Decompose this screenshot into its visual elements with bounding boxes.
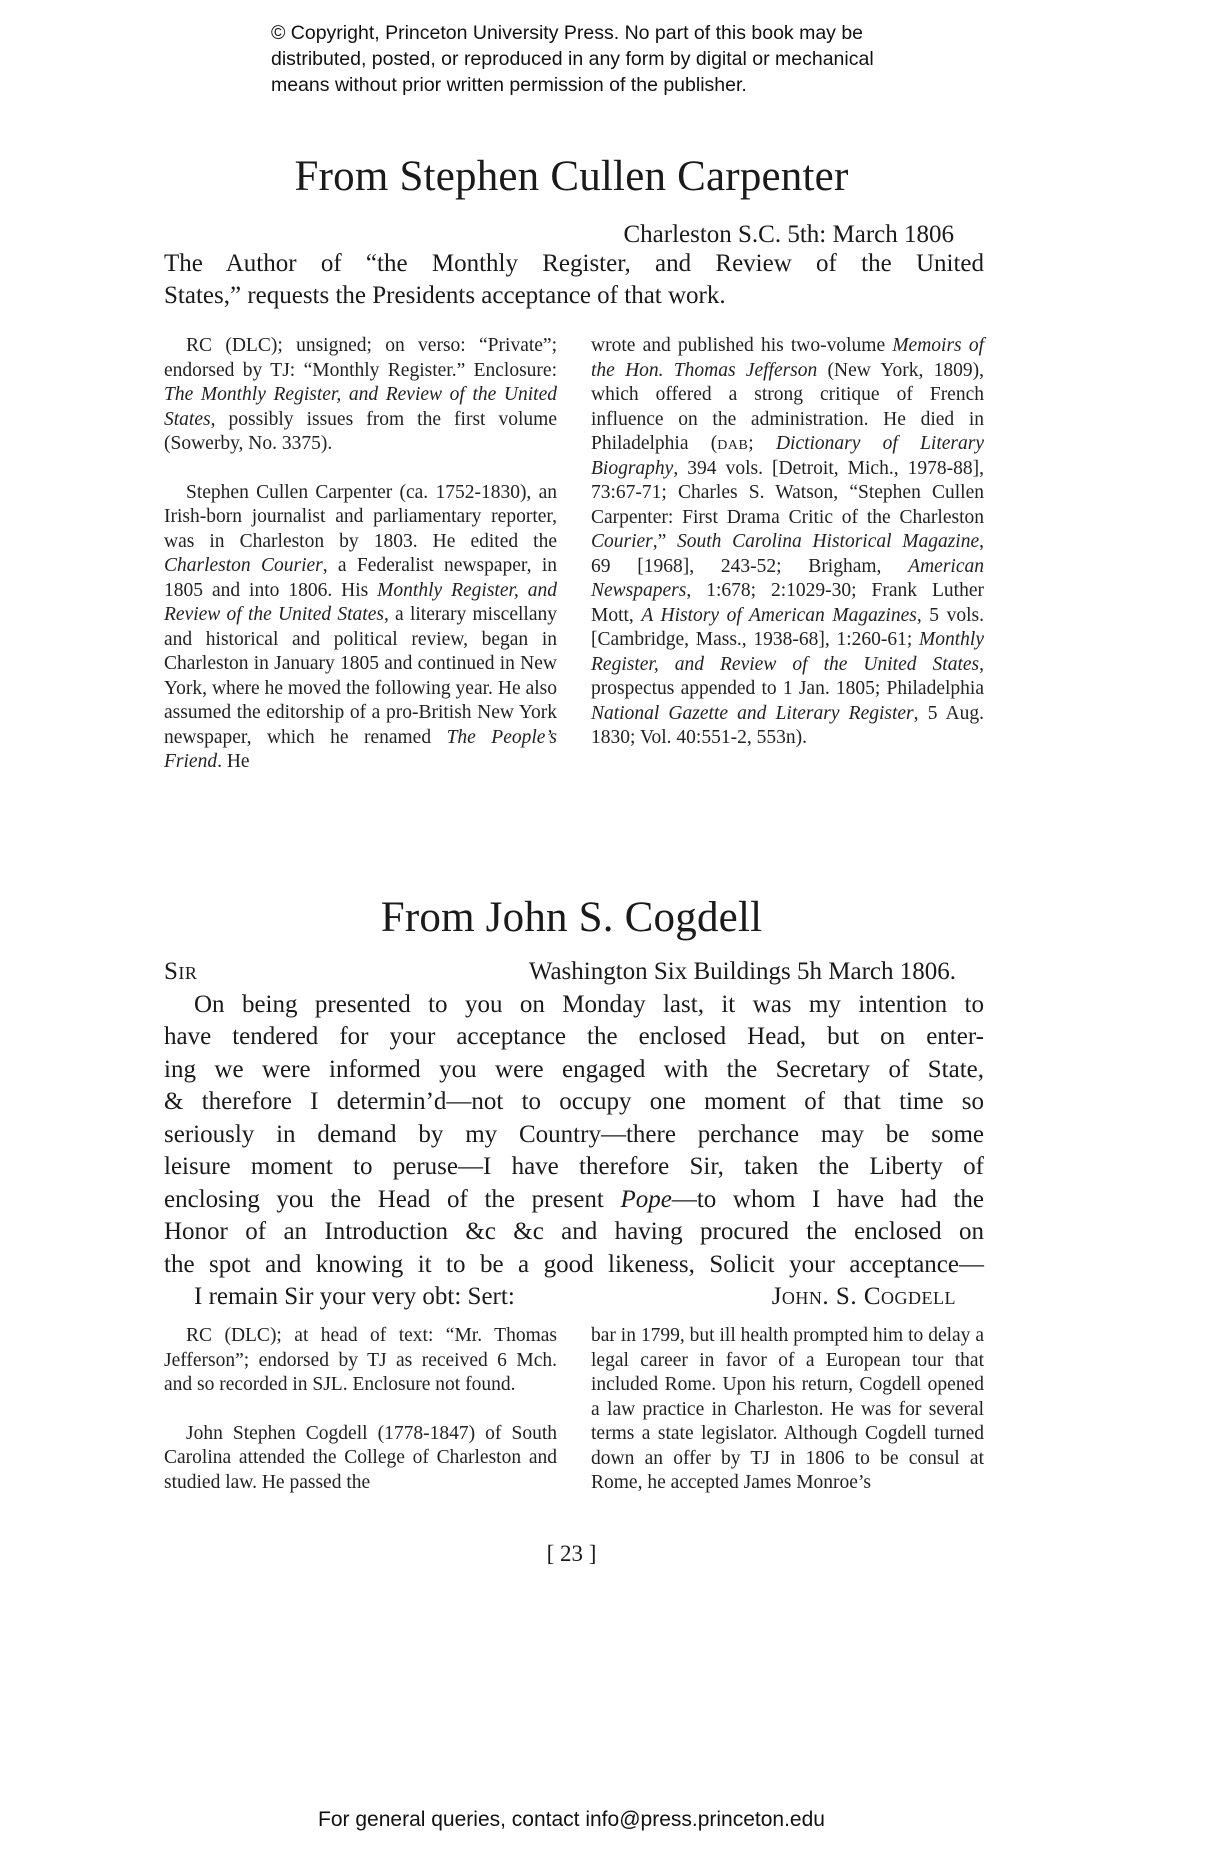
body-line: The Author of “the Monthly Register, and Review of the United: [164, 249, 984, 277]
body-line: enclosing you the Head of the present Pope—to whom I have had the: [164, 1185, 984, 1213]
italic-title: The People’s Friend: [164, 726, 557, 772]
copyright-line: means without prior written permission of the publisher.: [271, 74, 747, 96]
body-line: the spot and knowing it to be a good likeness, Solicit your acceptance—: [164, 1250, 984, 1278]
note-text: Stephen Cullen Carpenter (ca. 1752-1830), an Irish-born journalist and parliamentary reporter, was in Charleston by 1803. He edited the: [164, 481, 557, 552]
dateline: Washington Six Buildings 5h March 1806.: [528, 958, 956, 985]
note-text: bar in 1799, but ill health prompted him to delay a legal career in favor of a European tour that included Rome. Upon his return, Cogdell opened a law practice in Charleston. He was for several terms a state legislator. Although Cogdell turned down an offer by TJ in 1806 to be consul at Rome, he accepted James Monroe’s: [591, 1325, 984, 1493]
italic-title: Monthly Register, and Review of the United States: [164, 579, 557, 625]
letter-heading-carpenter: From Stephen Cullen Carpenter: [294, 153, 849, 200]
note-text: (New York, 1809), which offered a strong critique of French influence on the administration. He died in Philadelphia (: [591, 359, 984, 454]
biographical-note: [164, 1422, 557, 1496]
body-line: ing we were informed you were engaged with the Secretary of State,: [164, 1055, 984, 1083]
body-line: On being presented to you on Monday last, it was my intention to: [194, 990, 984, 1018]
copyright-line: distributed, posted, or reproduced in any form by digital or mechanical: [271, 48, 874, 70]
copyright-line: © Copyright, Princeton University Press. No part of this book may be: [271, 22, 864, 44]
italic-title: National Gazette and Literary Register: [591, 702, 914, 724]
note-text: . He: [217, 751, 250, 772]
note-text: , 394 vols. [Detroit, Mich., 1978-88], 73:67-71; Charles S. Watson, “Stephen Cullen Carpenter: First Drama Critic of the Charleston: [591, 457, 984, 528]
italic-title: Memoirs of the Hon. Thomas Jefferson: [591, 335, 984, 381]
note-text: RC (DLC); unsigned; on verso: “Private”; endorsed by TJ: “Monthly Register.” Enclosure:: [164, 335, 557, 381]
note-text: , 1:678; 2:1029-30; Frank Luther Mott,: [591, 580, 984, 626]
note-text: , prospectus appended to 1 Jan. 1805; Philadelphia: [591, 653, 984, 699]
note-text: ,”: [652, 531, 677, 552]
note-text: ;: [748, 433, 776, 454]
letter-body-carpenter: [164, 219, 984, 313]
page-number: [ 23 ]: [546, 1541, 597, 1566]
notes-left-column: [164, 1324, 557, 1495]
body-line: leisure moment to peruse—I have therefore Sir, taken the Liberty of: [164, 1153, 984, 1180]
italic-title: Courier: [591, 531, 653, 552]
body-line: & therefore I determin’d—not to occupy one moment of that time so: [164, 1088, 984, 1115]
italic-title: Charleston Courier: [164, 555, 323, 576]
italic-title: A History of American Magazines: [641, 604, 917, 626]
italic-title: Monthly Register, and Review of the United States: [591, 629, 984, 675]
closing: I remain Sir your very obt: Sert:: [194, 1283, 515, 1310]
closing-row: [164, 1281, 984, 1314]
salutation: Sir: [164, 958, 198, 985]
notes-left-column: [164, 334, 557, 775]
signature: John. S. Cogdell: [771, 1283, 956, 1310]
italic-title: South Carolina Historical Magazine: [676, 531, 980, 552]
italic-title: American Newspapers: [591, 555, 984, 601]
small-caps-abbrev: dab: [717, 433, 749, 454]
body-line: States,” requests the Presidents acceptance of that work.: [164, 282, 726, 309]
letter-body-cogdell: [164, 956, 984, 1314]
note-text: , 69 [1968], 243-52; Brigham,: [591, 531, 985, 577]
note-text: , a literary miscellany and historical and political review, began in Charleston in January 1805 and continued in New York, where he moved the following year. He also assumed the editorship of a pro-British New York newspaper, which he renamed: [164, 604, 557, 748]
note-text: , 5 vols. [Cambridge, Mass., 1938-68], 1:260-61;: [591, 604, 984, 650]
editorial-notes-cogdell: [164, 1324, 984, 1544]
biographical-note-continued: [591, 334, 984, 751]
note-text: , 5 Aug. 1830; Vol. 40:551-2, 553n).: [591, 702, 984, 748]
footer-contact: For general queries, contact info@press.princeton.edu: [318, 1808, 825, 1831]
body-line: have tendered for your acceptance the enclosed Head, but on enter-: [164, 1023, 984, 1050]
note-text: , possibly issues from the first volume (Sowerby, No. 3375).: [164, 408, 557, 454]
biographical-note-continued: [591, 1324, 984, 1496]
source-note: [164, 1324, 557, 1398]
dateline: Charleston S.C. 5th: March 1806: [623, 221, 954, 248]
copyright-notice: [271, 20, 971, 98]
body-line: Honor of an Introduction &c &c and having procured the enclosed on: [164, 1218, 984, 1245]
note-text: , a Federalist newspaper, in 1805 and into 1806. His: [164, 555, 557, 601]
source-note: [164, 334, 557, 457]
notes-right-column: [591, 334, 984, 751]
salutation-dateline-row: [164, 956, 984, 989]
letter-heading-cogdell: From John S. Cogdell: [380, 894, 763, 941]
editorial-notes-carpenter: [164, 334, 984, 834]
italic-title: The Monthly Register, and Review of the United States: [164, 384, 557, 430]
body-line: seriously in demand by my Country—there perchance may be some: [164, 1120, 984, 1148]
notes-right-column: [591, 1324, 984, 1496]
italic-word: Pope: [620, 1185, 672, 1213]
note-text: John Stephen Cogdell (1778-1847) of South Carolina attended the College of Charleston and studied law. He passed the: [164, 1422, 557, 1493]
biographical-note: [164, 481, 557, 775]
note-text: RC (DLC); at head of text: “Mr. Thomas Jefferson”; endorsed by TJ as received 6 Mch. and so recorded in SJL. Enclosure not found.: [164, 1325, 557, 1395]
note-text: wrote and published his two-volume: [591, 335, 893, 356]
italic-title: Dictionary of Literary Biography: [591, 433, 984, 479]
